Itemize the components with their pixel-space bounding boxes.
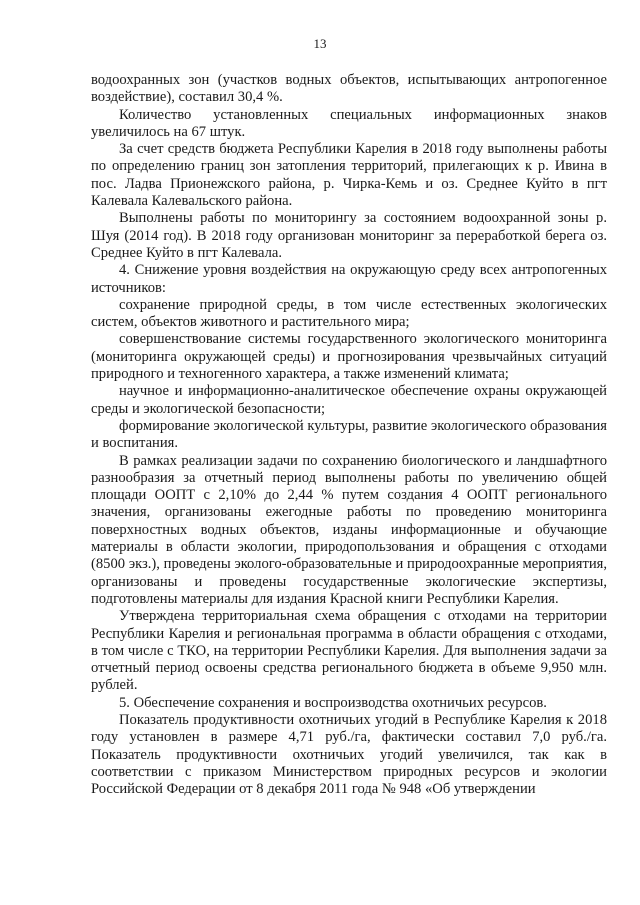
paragraph: 4. Снижение уровня воздействия на окружающую среду всех антропогенных источников: xyxy=(91,262,607,296)
paragraph: Утверждена территориальная схема обращения с отходами на территории Республики Карелия и региональная программа в области обращения с отходами, в том числе с ТКО, на территории Республики Карелия. Для выполнения задачи за отчетный период освоены средства регионального бюджета в объеме 9,950 млн. рублей. xyxy=(91,608,607,694)
paragraph: водоохранных зон (участков водных объектов, испытывающих антропогенное воздействие), составил 30,4 %. xyxy=(91,72,607,106)
paragraph: Выполнены работы по мониторингу за состоянием водоохранной зоны р. Шуя (2014 год). В 2018 году организован мониторинг за переработкой берега оз. Среднее Куйто в пгт Калевала. xyxy=(91,210,607,261)
paragraph: Показатель продуктивности охотничьих угодий в Республике Карелия к 2018 году установлен в размере 4,71 руб./га, фактически составил 7,0 руб./га. Показатель продуктивности охотничьих угодий увеличился, так как в соответствии с приказом Министерством природных ресурсов и экологии Российской Федерации от 8 декабря 2011 года № 948 «Об утверждении xyxy=(91,711,607,798)
page-number: 13 xyxy=(313,36,327,51)
list-item: сохранение природной среды, в том числе естественных экологических систем, объектов животного и растительного мира; xyxy=(91,296,607,331)
paragraph: Количество установленных специальных информационных знаков увеличилось на 67 штук. xyxy=(91,106,607,140)
list-item: формирование экологической культуры, развитие экологического образования и воспитания. xyxy=(91,417,607,452)
list-item: совершенствование системы государственного экологического мониторинга (мониторинга окружающей среды) и прогнозирования чрезвычайных ситуаций природного и техногенного характера, а также изменений климата; xyxy=(91,331,607,383)
paragraph: За счет средств бюджета Республики Карелия в 2018 году выполнены работы по определению границ зон затопления территорий, прилегающих к р. Ивина в пос. Ладва Прионежского района, р. Чирка-Кемь и оз. Среднее Куйто в пгт Калевала Калевальского района. xyxy=(91,141,607,210)
paragraph: В рамках реализации задачи по сохранению биологического и ландшафтного разнообразия за отчетный период выполнены работы по увеличению общей площади ООПТ с 2,10% до 2,44 % путем создания 4 ООПТ регионального значения, организованы ежегодные работы по проведению мониторинга поверхностных водных объектов, изданы информационные и обучающие материалы в области экологии, природопользования и обращения с отходами (8500 экз.), проведены эколого-образовательные и природоохранные мероприятия, организованы и проведены государственные экологические экспертизы, подготовлены материалы для издания Красной книги Республики Карелия. xyxy=(91,452,607,607)
list-item: научное и информационно-аналитическое обеспечение охраны окружающей среды и экологической безопасности; xyxy=(91,383,607,417)
section-heading: 5. Обеспечение сохранения и воспроизводства охотничьих ресурсов. xyxy=(119,694,547,711)
document-body xyxy=(91,72,607,798)
